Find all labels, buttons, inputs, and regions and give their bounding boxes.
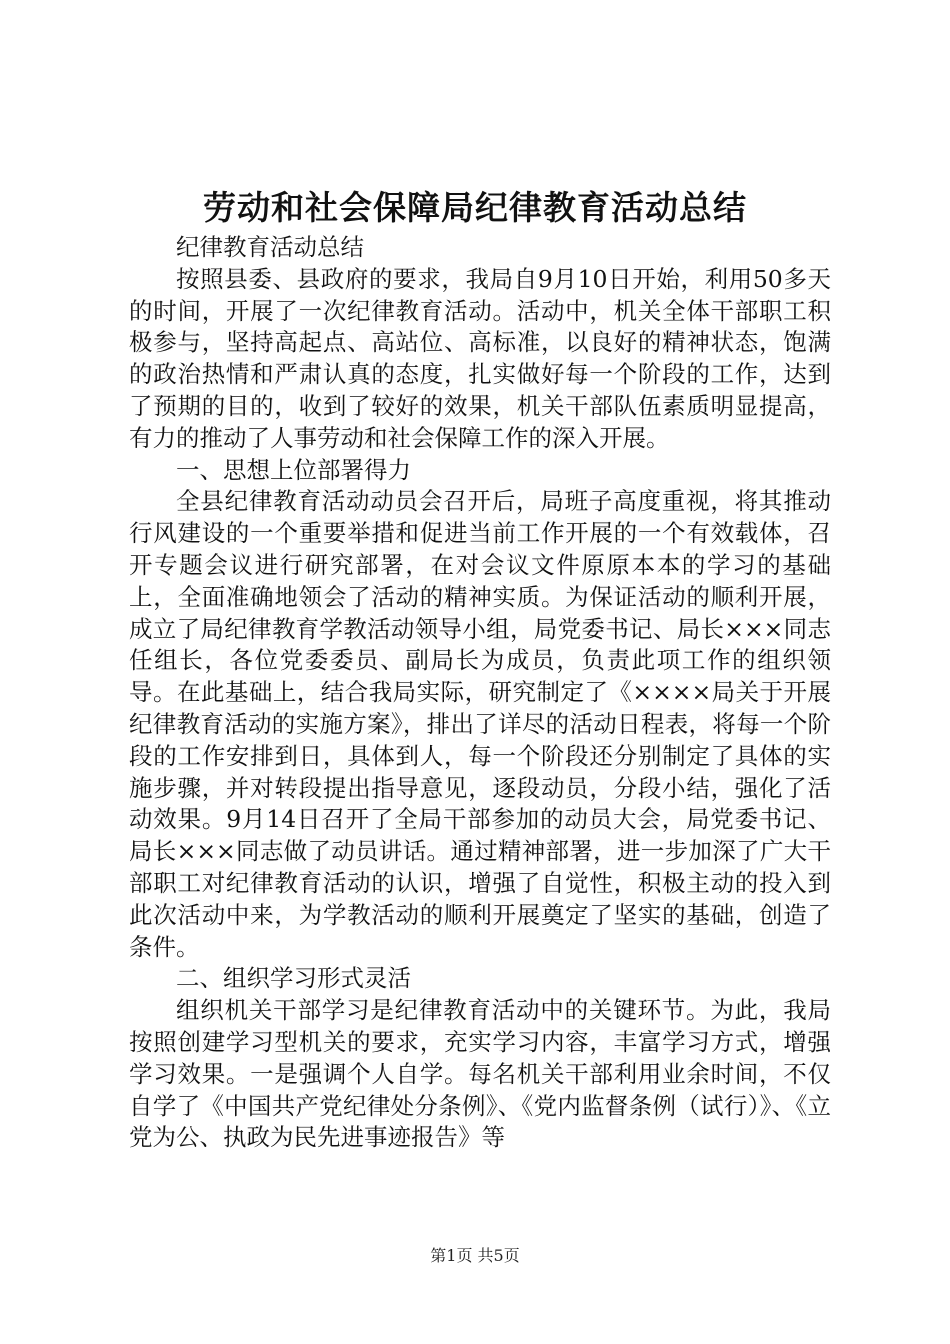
page-number-footer: 第1页 共5页 [430,1246,520,1265]
document-body [129,232,831,1154]
section-heading-1: 一、思想上位部署得力 [176,455,411,484]
section-heading-2: 二、组织学习形式灵活 [176,964,411,993]
intro-paragraph: 按照县委、县政府的要求，我局自9月10日开始，利用50多天的时间，开展了一次纪律教育活动。活动中，机关全体干部职工积极参与，坚持高起点、高站位、高标准，以良好的精神状态，饱满的政治热情和严肃认真的态度，扎实做好每一个阶段的工作，达到了预期的目的，收到了较好的效果，机关干部队伍素质明显提高，有力的推动了人事劳动和社会保障工作的深入开展。 [129,264,831,452]
section-2-paragraph: 组织机关干部学习是纪律教育活动中的关键环节。为此，我局按照创建学习型机关的要求，充实学习内容，丰富学习方式，增强学习效果。一是强调个人自学。每名机关干部利用业余时间，不仅自学了《中国共产党纪律处分条例》、《党内监督条例（试行）》、《立党为公、执政为民先进事迹报告》等 [129,996,831,1152]
section-1-paragraph: 全县纪律教育活动动员会召开后，局班子高度重视，将其推动行风建设的一个重要举措和促进当前工作开展的一个有效载体，召开专题会议进行研究部署，在对会议文件原原本本的学习的基础上，全面准确地领会了活动的精神实质。为保证活动的顺利开展，成立了局纪律教育学教活动领导小组，局党委书记、局长×××同志任组长，各位党委委员、副局长为成员，负责此项工作的组织领导。在此基础上，结合我局实际，研究制定了《××××局关于开展纪律教育活动的实施方案》，排出了详尽的活动日程表，将每一个阶段的工作安排到日，具体到人，每一个阶段还分别制定了具体的实施步骤，并对转段提出指导意见，逐段动员，分段小结，强化了活动效果。9月14日召开了全局干部参加的动员大会，局党委书记、局长×××同志做了动员讲话。通过精神部署，进一步加深了广大干部职工对纪律教育活动的认识，增强了自觉性，积极主动的投入到此次活动中来，为学教活动的顺利开展奠定了坚实的基础，创造了条件。 [129,487,831,961]
document-title: 劳动和社会保障局纪律教育活动总结 [203,188,747,227]
subtitle-paragraph: 纪律教育活动总结 [176,233,364,261]
